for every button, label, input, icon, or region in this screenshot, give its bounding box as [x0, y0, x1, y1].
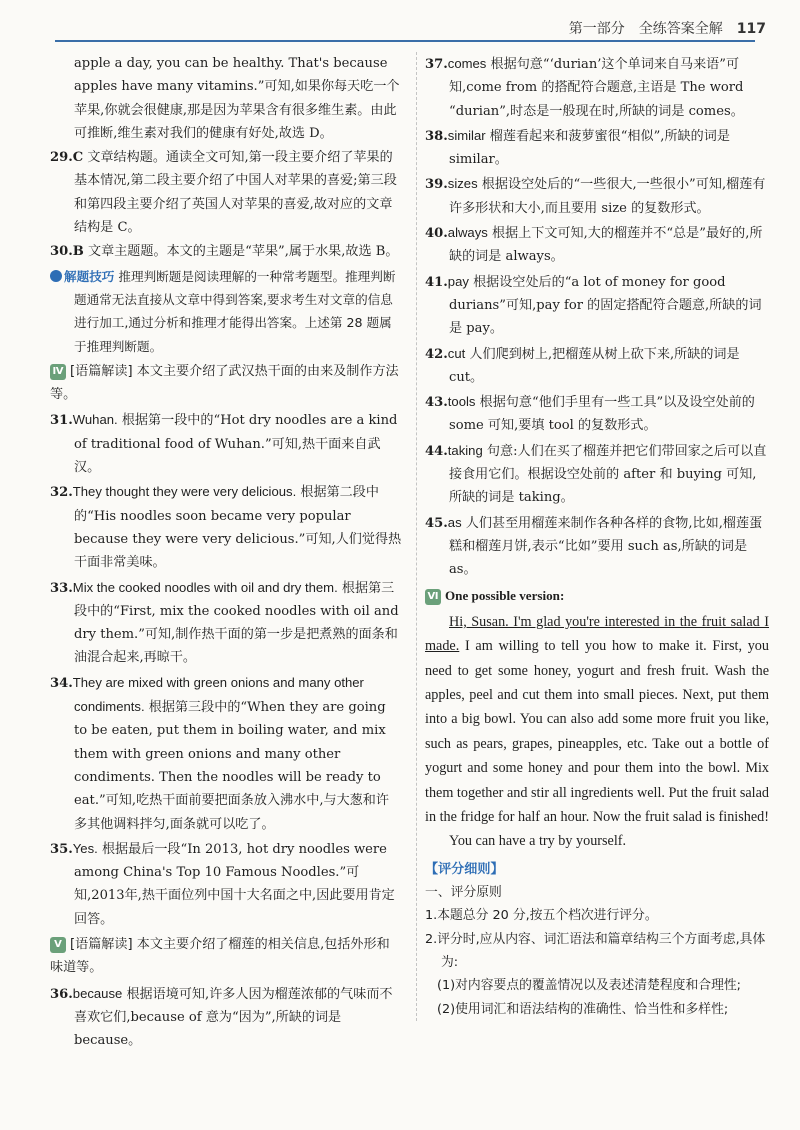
answer-number: 33. — [50, 580, 73, 596]
answer-37 — [425, 52, 769, 123]
answer-30 — [50, 240, 402, 263]
section-title: [语篇解读] — [70, 936, 133, 952]
answer-number: 44. — [425, 443, 448, 459]
answer-text: tools — [447, 394, 476, 410]
answer-text: comes — [447, 56, 487, 71]
scoring-criteria-label: 【评分细则】 — [425, 861, 504, 877]
answer-explanation: 句意:人们在买了榴莲并把它们带回家之后可以直接食用它们。根据设空处前的 after 和 buying 可知,所缺的词是 taking。 — [449, 443, 767, 506]
answer-explanation: 根据语境可知,许多人因为榴莲浓郁的气味而不喜欢它们,because of 意为“因为”,所缺的词是 because。 — [74, 986, 393, 1049]
scoring-rule-2: 2.评分时,应从内容、词汇语法和篇章结构三个方面考虑,具体为: — [425, 931, 766, 971]
answer-33 — [50, 576, 402, 670]
answer-number: 43. — [425, 395, 448, 411]
answer-32 — [50, 480, 402, 574]
answer-39 — [425, 172, 769, 220]
answer-explanation: 根据第三段中的“When they are going to be eaten, put them in boiling water, and mix them with green onions and many other condiments. Then the noodles will be ready to eat.”可知,吃热干面前要把面条放入沸水中,与大葱和许多其他调料拌匀,面条就可以吃了。 — [74, 700, 389, 832]
answer-44 — [425, 439, 769, 510]
essay-heading: One possible version: — [445, 587, 565, 603]
scoring-rule-2a: (1)对内容要点的覆盖情况以及表述清楚程度和合理性; — [437, 978, 741, 994]
section-6-heading — [425, 584, 769, 608]
essay-underlined-sentence: Hi, Susan. I'm glad you're interested in the fruit salad I made. — [425, 613, 769, 655]
answer-35 — [50, 837, 402, 931]
scoring-rule-1: 1.本题总分 20 分,按五个档次进行评分。 — [425, 908, 658, 924]
answer-34 — [50, 671, 402, 836]
answer-text: cut — [447, 345, 466, 361]
left-column — [50, 52, 402, 1053]
section-4-summary — [50, 360, 402, 407]
answer-explanation: 根据句意“他们手里有一些工具”以及设空处前的 some 可知,要填 tool 的复数形式。 — [449, 395, 755, 434]
answer-text: Yes. — [72, 840, 98, 856]
section-title: [语篇解读] — [70, 363, 133, 379]
answer-text: pay — [447, 273, 469, 289]
answer-text: Wuhan. — [72, 412, 118, 428]
answer-number: 34. — [50, 675, 73, 691]
answer-explanation: 根据最后一段“In 2013, hot dry noodles were among China's Top 10 Famous Noodles.”可知,2013年,热干面位列中国十大名面之中,因此要用肯定回答。 — [74, 841, 395, 927]
book-title: 全练答案全解 — [638, 21, 723, 37]
q28-continuation: apple a day, you can be healthy. That's because apples have many vitamins.”可知,如果你每天吃一个苹果,你就会很健康,那是因为苹果含有很多维生素。由此可推断,维生素对我们的健康有好处,故选 D。 — [74, 56, 400, 141]
tip-icon — [50, 270, 62, 282]
answer-explanation: 根据第二段中的“His noodles soon became very popular because they were very delicious.”可知,人们觉得热干面非常美味。 — [74, 485, 402, 571]
answer-number: 30.B — [50, 244, 84, 260]
answer-text: taking — [447, 442, 483, 458]
scoring-principle-heading: 一、评分原则 — [425, 885, 502, 901]
answer-text: Mix the cooked noodles with oil and dry them. — [72, 579, 338, 595]
answer-number: 31. — [50, 413, 73, 429]
part-label: 第一部分 — [568, 21, 625, 37]
essay-closing: You can have a try by yourself. — [449, 833, 627, 850]
answer-number: 39. — [425, 177, 448, 193]
model-essay — [425, 610, 769, 854]
header-rule — [55, 40, 755, 42]
answer-number: 38. — [425, 128, 448, 144]
scoring-rule-2b: (2)使用词汇和语法结构的准确性、恰当性和多样性; — [437, 1001, 729, 1017]
answer-number: 29.C — [50, 150, 84, 166]
essay-body: I am willing to tell you how to make it. First, you need to get some honey, yogurt and fresh fruit. Wash the apples, peel and cut them into small pieces. Next, put them into a big bowl. You can also add some more fruit you like, such as pears, grapes, pineapples, etc. Take out a bottle of yogurt and some honey and pour them into the bowl. Mix them together and stir all ingredients well. Put the fruit salad in the fridge for half an hour. Now the fruit salad is finished! — [425, 638, 769, 826]
page-number: 117 — [736, 21, 766, 37]
essay-paragraph — [425, 610, 769, 830]
answer-45 — [425, 511, 769, 582]
answer-text: similar — [447, 127, 486, 143]
answer-43 — [425, 390, 769, 438]
section-badge: Ⅵ — [425, 589, 441, 605]
answer-38 — [425, 124, 769, 172]
tip-box — [50, 265, 402, 358]
answer-explanation: 人们爬到树上,把榴莲从树上砍下来,所缺的词是 cut。 — [449, 346, 740, 385]
answer-explanation: 根据第一段中的“Hot dry noodles are a kind of traditional food of Wuhan.”可知,热干面来自武汉。 — [74, 413, 398, 476]
answer-text: They thought they were very delicious. — [72, 484, 297, 500]
tip-label: 解题技巧 — [64, 268, 115, 284]
answer-text: as — [447, 514, 462, 530]
answer-42 — [425, 342, 769, 390]
answer-number: 42. — [425, 346, 448, 362]
section-summary: 本文主要介绍了榴莲的相关信息,包括外形和味道等。 — [50, 936, 390, 976]
answer-number: 45. — [425, 515, 448, 531]
answer-explanation: 榴莲看起来和菠萝蜜很“相似”,所缺的词是 similar。 — [449, 128, 730, 168]
answer-text: always — [447, 225, 488, 241]
answer-number: 35. — [50, 841, 73, 857]
answer-36 — [50, 982, 402, 1053]
tip-text: 推理判断题是阅读理解的一种常考题型。推理判断题通常无法直接从文章中得到答案,要求考生对文章的信息进行加工,通过分析和推理才能得出答案。上述第 28 题属于推理判断题。 — [74, 268, 396, 354]
answer-explanation: 根据句意“‘durian’这个单词来自马来语”可知,come from 的搭配符合题意,主语是 The word “durian”,时态是一般现在时,所缺的词是 comes。 — [449, 57, 744, 119]
answer-explanation: 根据设空处后的“一些很大,一些很小”可知,榴莲有许多形状和大小,而且要用 size 的复数形式。 — [449, 177, 766, 216]
section-badge: Ⅴ — [50, 937, 66, 953]
answer-number: 41. — [425, 274, 448, 290]
section-5-summary — [50, 933, 402, 980]
answer-41 — [425, 270, 769, 341]
right-column — [416, 52, 769, 1021]
answer-explanation: 根据第三段中的“First, mix the cooked noodles with oil and dry them.”可知,制作热干面的第一步是把煮熟的面条和油混合起来,再晾干。 — [74, 580, 399, 666]
answer-explanation: 文章主题题。本文的主题是“苹果”,属于水果,故选 B。 — [88, 244, 399, 260]
answer-explanation: 根据上下文可知,大的榴莲并不“总是”最好的,所缺的词是 always。 — [449, 226, 763, 265]
answer-text: because — [72, 985, 123, 1001]
section-summary: 本文主要介绍了武汉热干面的由来及制作方法等。 — [50, 363, 399, 403]
page-header — [569, 18, 766, 38]
answer-text: sizes — [447, 176, 478, 192]
answer-text: They are mixed with green onions and many other condiments. — [72, 674, 364, 715]
answer-explanation: 文章结构题。通读全文可知,第一段主要介绍了苹果的基本情况,第二段主要介绍了中国人对苹果的喜爱;第三段和第四段主要介绍了英国人对苹果的喜爱,故对应的文章结构是 C。 — [74, 150, 397, 236]
answer-number: 37. — [425, 57, 448, 72]
section-badge: Ⅳ — [50, 364, 66, 380]
answer-40 — [425, 221, 769, 269]
answer-number: 32. — [50, 485, 73, 501]
answer-explanation: 根据设空处后的“a lot of money for good durians”可知,pay for 的固定搭配符合题意,所缺的词是 pay。 — [449, 274, 762, 337]
answer-explanation: 人们甚至用榴莲来制作各种各样的食物,比如,榴莲蛋糕和榴莲月饼,表示“比如”要用 such as,所缺的词是 as。 — [449, 515, 763, 578]
answer-number: 36. — [50, 986, 73, 1002]
answer-number: 40. — [425, 226, 448, 242]
answer-29 — [50, 146, 402, 239]
answer-31 — [50, 408, 402, 479]
